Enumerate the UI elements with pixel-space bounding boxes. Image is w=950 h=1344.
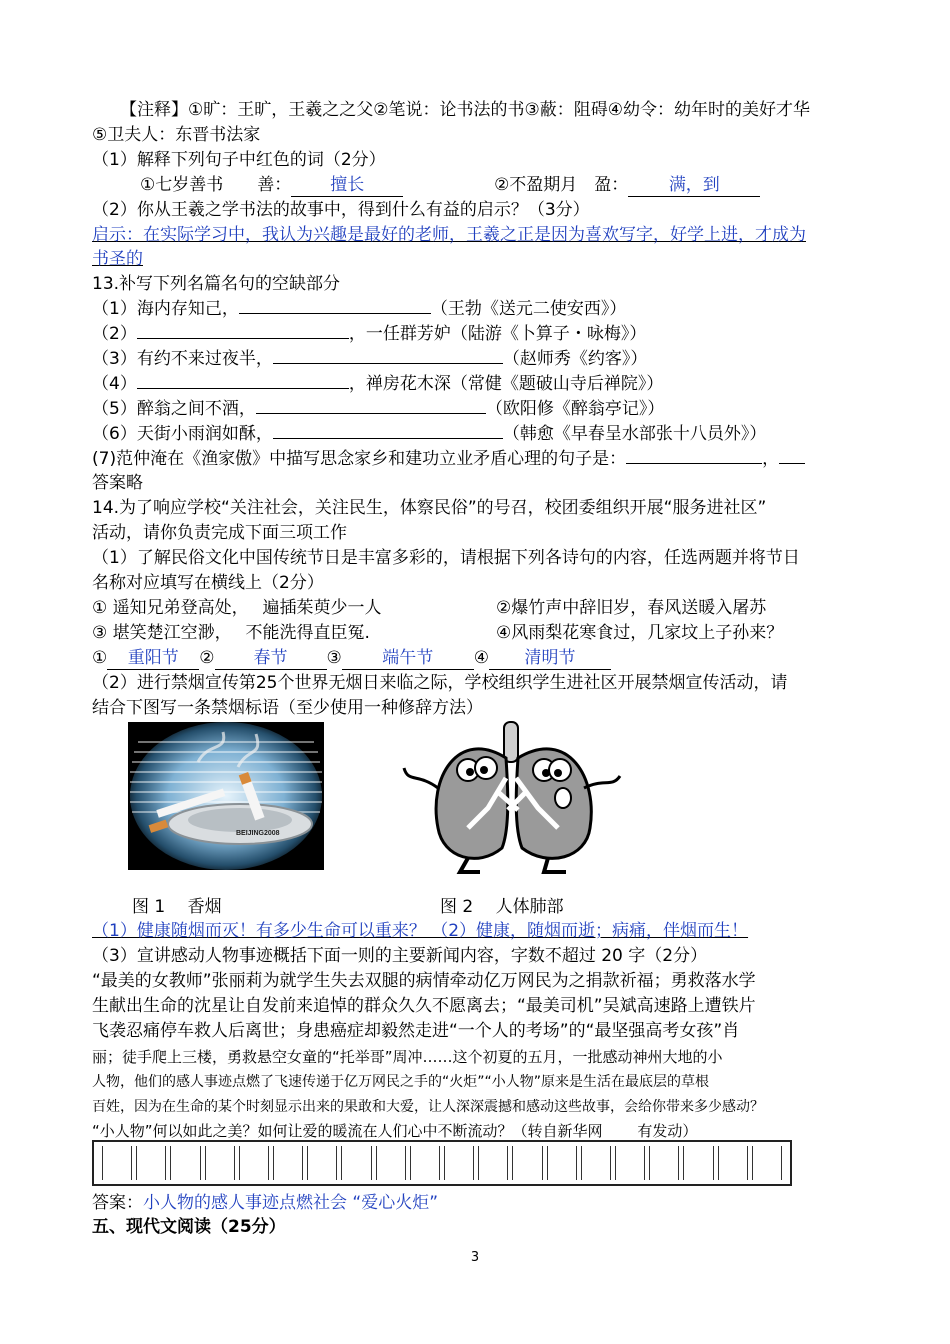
- note-line-1: 【注释】①旷：王旷，王羲之之父②笔说：论书法的书③蔽：阻碍④幼令：幼年时的美好才华: [120, 100, 810, 120]
- q13-line-4: [92, 373, 663, 395]
- festival-answer-3: 端午节: [342, 647, 474, 670]
- q14-part3-prompt: （3）宣讲感动人物事迹概括下面一则的主要新闻内容，字数不超过 20 字（2分）: [92, 946, 708, 966]
- news-line-7: “小人物”何以如此之美？如何让爱的暖流在人们心中不断流动？（转自新华网 有发动）: [92, 1122, 698, 1140]
- grid-cell: [102, 1146, 132, 1180]
- lungs-image: [398, 718, 628, 876]
- q13-l6-blank: [273, 438, 503, 439]
- grid-cell: [581, 1146, 611, 1180]
- grid-cell: [239, 1146, 269, 1180]
- figure-2-caption: 图 2 人体肺部: [440, 897, 564, 917]
- poem-1: ① 遥知兄弟登高处， 遍插茱萸少一人: [92, 598, 382, 618]
- q13-l4-text: （4）: [92, 374, 137, 394]
- ashtray-label: BEIJING2008: [236, 830, 280, 837]
- q13-l3-source: （赵师秀《约客》）: [502, 349, 648, 369]
- grid-cell: [444, 1146, 474, 1180]
- grid-cell: [205, 1146, 235, 1180]
- answer-label: 答案：: [92, 1193, 143, 1213]
- q14-festival-answers: [92, 647, 611, 670]
- q13-l7-blank-1: [626, 463, 762, 464]
- q12-a-prefix: ①七岁善书 善：: [140, 175, 292, 195]
- q13-l2-blank: [137, 338, 349, 339]
- q13-l7-blank-2: [779, 463, 805, 464]
- q13-l1-source: （王勃《送元二使安西》）: [430, 299, 627, 319]
- q13-line-5: [92, 398, 664, 420]
- note-line-2: ⑤卫夫人：东晋书法家: [92, 125, 261, 145]
- cigarette-figure: [128, 722, 324, 870]
- q13-l7-comma: ，: [762, 449, 780, 469]
- grid-cell: [376, 1146, 406, 1180]
- q13-l6-source: （韩愈《早春呈水部张十八员外》）: [502, 424, 767, 444]
- q14-part2-line-2: 结合下图写一条禁烟标语（至少使用一种修辞方法）: [92, 698, 483, 718]
- section-5-heading: 五、现代文阅读（25分）: [92, 1217, 286, 1237]
- q12-part2-prompt: （2）你从王羲之学书法的故事中，得到什么有益的启示？（3分）: [92, 200, 590, 220]
- festival-answer-2: 春节: [215, 647, 327, 670]
- answer-grid: [92, 1140, 792, 1186]
- festival-answer-4: 清明节: [489, 647, 611, 670]
- q13-l4-source: ，禅房花木深（常健《题破山寺后禅院》）: [348, 374, 664, 394]
- q12-b-answer: 满，到: [628, 174, 760, 197]
- figure-1-caption: 图 1 香烟: [132, 897, 222, 917]
- grid-cell: [512, 1146, 542, 1180]
- q14-part1-line-1: （1）了解民俗文化中国传统节日是丰富多彩的，请根据下列各诗句的内容，任选两题并将节日: [92, 548, 800, 568]
- q13-l3-text: （3）有约不来过夜半，: [92, 349, 273, 369]
- q12-b-prefix: ②不盈期月 盈：: [494, 175, 629, 195]
- q13-l7-text: (7)范仲淹在《渔家傲》中描写思念家乡和建功立业矛盾心理的句子是：: [92, 449, 627, 469]
- lungs-figure: [398, 718, 628, 876]
- grid-cell: [683, 1146, 713, 1180]
- q13-l6-text: （6）天街小雨润如酥，: [92, 424, 273, 444]
- q13-l5-source: （欧阳修《醉翁亭记》）: [485, 399, 665, 419]
- q12-part1-prompt: （1）解释下列句子中红色的词（2分）: [92, 150, 386, 170]
- q14-poem-row-1: [92, 597, 766, 619]
- q14-slogan-answer: （1）健康随烟而灭！有多少生命可以重来？ （2）健康，随烟而逝；病痛，伴烟而生！: [92, 921, 749, 941]
- q13-l5-blank: [256, 413, 486, 414]
- q14-part1-line-2: 名称对应填写在横线上（2分）: [92, 573, 324, 593]
- grid-cell: [752, 1146, 782, 1180]
- q13-line-3: [92, 348, 647, 370]
- news-line-6: 百姓，因为在生命的某个时刻显示出来的果敢和大爱，让人深深震撼和感动这些故事，会给你带来多少感动？: [92, 1099, 764, 1115]
- grid-cell: [615, 1146, 645, 1180]
- q13-line-7: [92, 448, 805, 470]
- poem-2: ②爆竹声中辞旧岁，春风送暖入屠苏: [496, 598, 767, 618]
- q13-l2-text: （2）: [92, 324, 137, 344]
- grid-cell: [547, 1146, 577, 1180]
- q13-answer: 答案略: [92, 473, 143, 493]
- q12-answer-line-2: 书圣的: [92, 249, 143, 269]
- poem-4: ④风雨梨花寒食过，几家坟上子孙来？: [496, 623, 784, 643]
- grid-cell: [718, 1146, 748, 1180]
- q14-answer: [92, 1192, 438, 1214]
- q12-answer-line-1: 启示：在实际学习中，我认为兴趣是最好的老师，王羲之正是因为喜欢写字，好学上进，才成为: [92, 225, 806, 245]
- q14-title-line-2: 活动，请你负责完成下面三项工作: [92, 523, 347, 543]
- grid-cell: [136, 1146, 166, 1180]
- q14-title-line-1: 14.为了响应学校“关注社会，关注民生，体察民俗”的号召，校团委组织开展“服务进社区”: [92, 498, 767, 518]
- page-number: 3: [470, 1250, 480, 1265]
- q13-l5-text: （5）醉翁之间不酒，: [92, 399, 256, 419]
- grid-cell: [307, 1146, 337, 1180]
- festival-marker-2: ②: [199, 648, 215, 668]
- q13-title: 13.补写下列名篇名句的空缺部分: [92, 274, 341, 294]
- poem-3: ③ 堪笑楚江空渺， 不能洗得直臣冤.: [92, 623, 370, 643]
- q13-l3-blank: [273, 363, 503, 364]
- cigarette-image: [128, 722, 324, 870]
- q13-l1-text: （1）海内存知己，: [92, 299, 239, 319]
- q12-a-answer: 擅长: [291, 174, 403, 197]
- q14-poem-row-2: [92, 622, 783, 644]
- news-line-3: 飞袭忍痛停车救人后离世；身患癌症却毅然走进“一个人的考场”的“最坚强高考女孩”肖: [92, 1021, 740, 1041]
- news-line-2: 生献出生命的沈星让自发前来追悼的群众久久不愿离去；“最美司机”吴斌高速路上遭铁片: [92, 996, 756, 1016]
- q13-line-6: [92, 423, 766, 445]
- q12-part1-answers: [140, 174, 760, 197]
- q13-l4-blank: [137, 388, 349, 389]
- q13-l1-blank: [239, 313, 431, 314]
- festival-answer-1: 重阳节: [107, 647, 199, 670]
- news-line-1: “最美的女教师”张丽莉为就学生失去双腿的病情牵动亿万网民为之捐款祈福；勇救落水学: [92, 971, 756, 991]
- news-line-5: 人物，他们的感人事迹点燃了飞速传递于亿万网民之手的“火炬”“小人物”原来是生活在最底层的草根: [92, 1074, 710, 1090]
- grid-cell: [273, 1146, 303, 1180]
- festival-marker-1: ①: [92, 648, 108, 668]
- festival-marker-4: ④: [473, 648, 489, 668]
- q14-part2-line-1: （2）进行禁烟宣传第25个世界无烟日来临之际，学校组织学生进社区开展禁烟宣传活动，请: [92, 673, 788, 693]
- grid-cell: [170, 1146, 200, 1180]
- grid-cell: [478, 1146, 508, 1180]
- q13-line-2: [92, 323, 646, 345]
- q13-line-1: [92, 298, 626, 320]
- grid-cell: [410, 1146, 440, 1180]
- q13-l2-source: ，一任群芳妒（陆游《卜算子・咏梅》）: [348, 324, 647, 344]
- grid-cell: [341, 1146, 371, 1180]
- festival-marker-3: ③: [326, 648, 342, 668]
- news-line-4: 丽；徒手爬上三楼，勇救悬空女童的“托举哥”周冲……这个初夏的五月，一批感动神州大地的小: [92, 1048, 723, 1066]
- answer-text: 小人物的感人事迹点燃社会 “爱心火炬”: [143, 1193, 439, 1213]
- grid-cell: [649, 1146, 679, 1180]
